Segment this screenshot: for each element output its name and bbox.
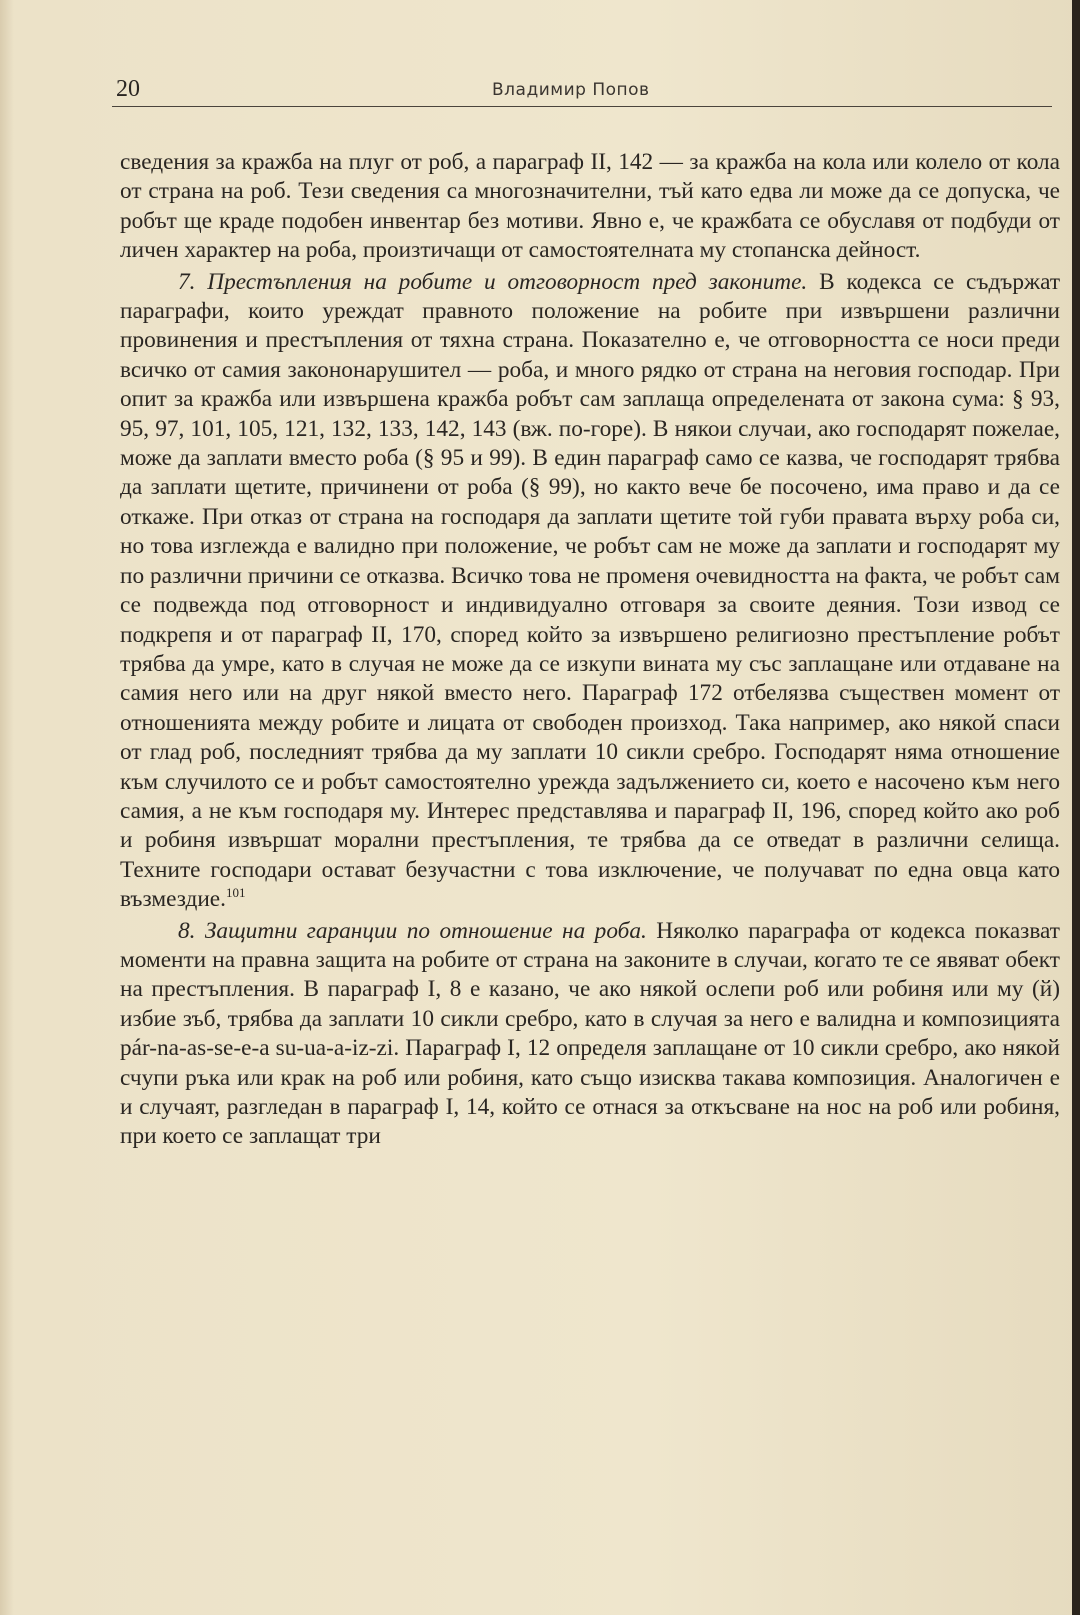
paragraph-1-text: сведения за кражба на плуг от роб, а параграф II, 142 — за кражба на кола или колело от кола от страна на роб. Тези сведения са многозначителни, тъй като едва ли може да се допуска, че робът ще краде подобен инвентар без мотиви. Явно е, че кражбата се обуславя от подбуди от личен характер на роба, произтичащи от самостоятелната му стопанска дейност.	[120, 149, 1060, 264]
body-text	[120, 148, 1060, 1152]
header-rule	[112, 106, 1052, 107]
paragraph-1	[120, 148, 1060, 266]
book-spine-edge	[1072, 0, 1080, 1615]
footnote-marker: 101	[225, 885, 246, 901]
page-number: 20	[116, 76, 140, 102]
section-heading-7: 7. Престъпления на робите и отговорност пред законите.	[178, 268, 808, 295]
section-heading-8: 8. Защитни гаранции по отношение на роба.	[178, 917, 647, 944]
paragraph-3	[120, 917, 1060, 1152]
paragraph-3-text: Няколко параграфа от кодекса показват моменти на правна защита на робите от страна на законите в случаи, когато те се явяват обект на престъпления. В параграф I, 8 е казано, че ако някой ослепи роб или робиня или му (й) избие зъб, трябва да заплати 10 сикли сребро, като в случая за него е валидна и композицията pár-na-as-se-e-a su-ua-a-iz-zi. Параграф I, 12 определя заплащане от 10 сикли сребро, ако някой счупи ръка или крак на роб или робиня, като също изисква такава композиция. Аналогичен е и случаят, разгледан в параграф I, 14, който се отнася за откъсване на нос на роб или робиня, при което се заплащат три	[120, 917, 1060, 1150]
page-header	[112, 76, 1062, 110]
paragraph-2-text: В кодекса се съдържат параграфи, които уреждат правното положение на робите при извършени различни провинения и престъпления от тяхна страна. Показателно е, че отговорността се носи преди всичко от самия закононарушител — роба, и много рядко от страна на неговия господар. При опит за кражба или извършена кражба робът сам заплаща определената от закона сума: § 93, 95, 97, 101, 105, 121, 132, 133, 142, 143 (вж. по-горе). В някои случаи, ако господарят пожелае, може да заплати вместо роба (§ 95 и 99). В един параграф само се казва, че господарят трябва да заплати щетите, причинени от роба (§ 99), но както вече бе посочено, има право и да се откаже. При отказ от страна на господаря да заплати щетите той губи правата върху роба си, но това изглежда е валидно при положение, че робът сам не може да заплати и господарят му по различни причини се отказва. Всичко това не променя очевидността на факта, че робът сам се подвежда под отговорност и индивидуално отговаря за своите деяния. Този извод се подкрепя и от параграф II, 170, според който за извършено религиозно престъпление робът трябва да умре, като в случая не може да се изкупи вината му със заплащане или отдаване на самия него или на друг някой вместо него. Параграф 172 отбелязва съществен момент от отношенията между робите и лицата от свободен произход. Така например, ако някой спаси от глад роб, последният трябва да му заплати 10 сикли сребро. Господарят няма отношение към случилото се и робът самостоятелно урежда задължението си, което е насочено към него самия, а не към господаря му. Интерес представлява и параграф II, 196, според който ако роб и робиня извършат морални престъпления, те трябва да се отведат в различни селища. Техните господари остават безучастни с това изключение, че получават по една овца като възмездие.	[120, 268, 1061, 913]
paragraph-2	[120, 268, 1060, 915]
running-head-author: Владимир Попов	[492, 80, 650, 100]
